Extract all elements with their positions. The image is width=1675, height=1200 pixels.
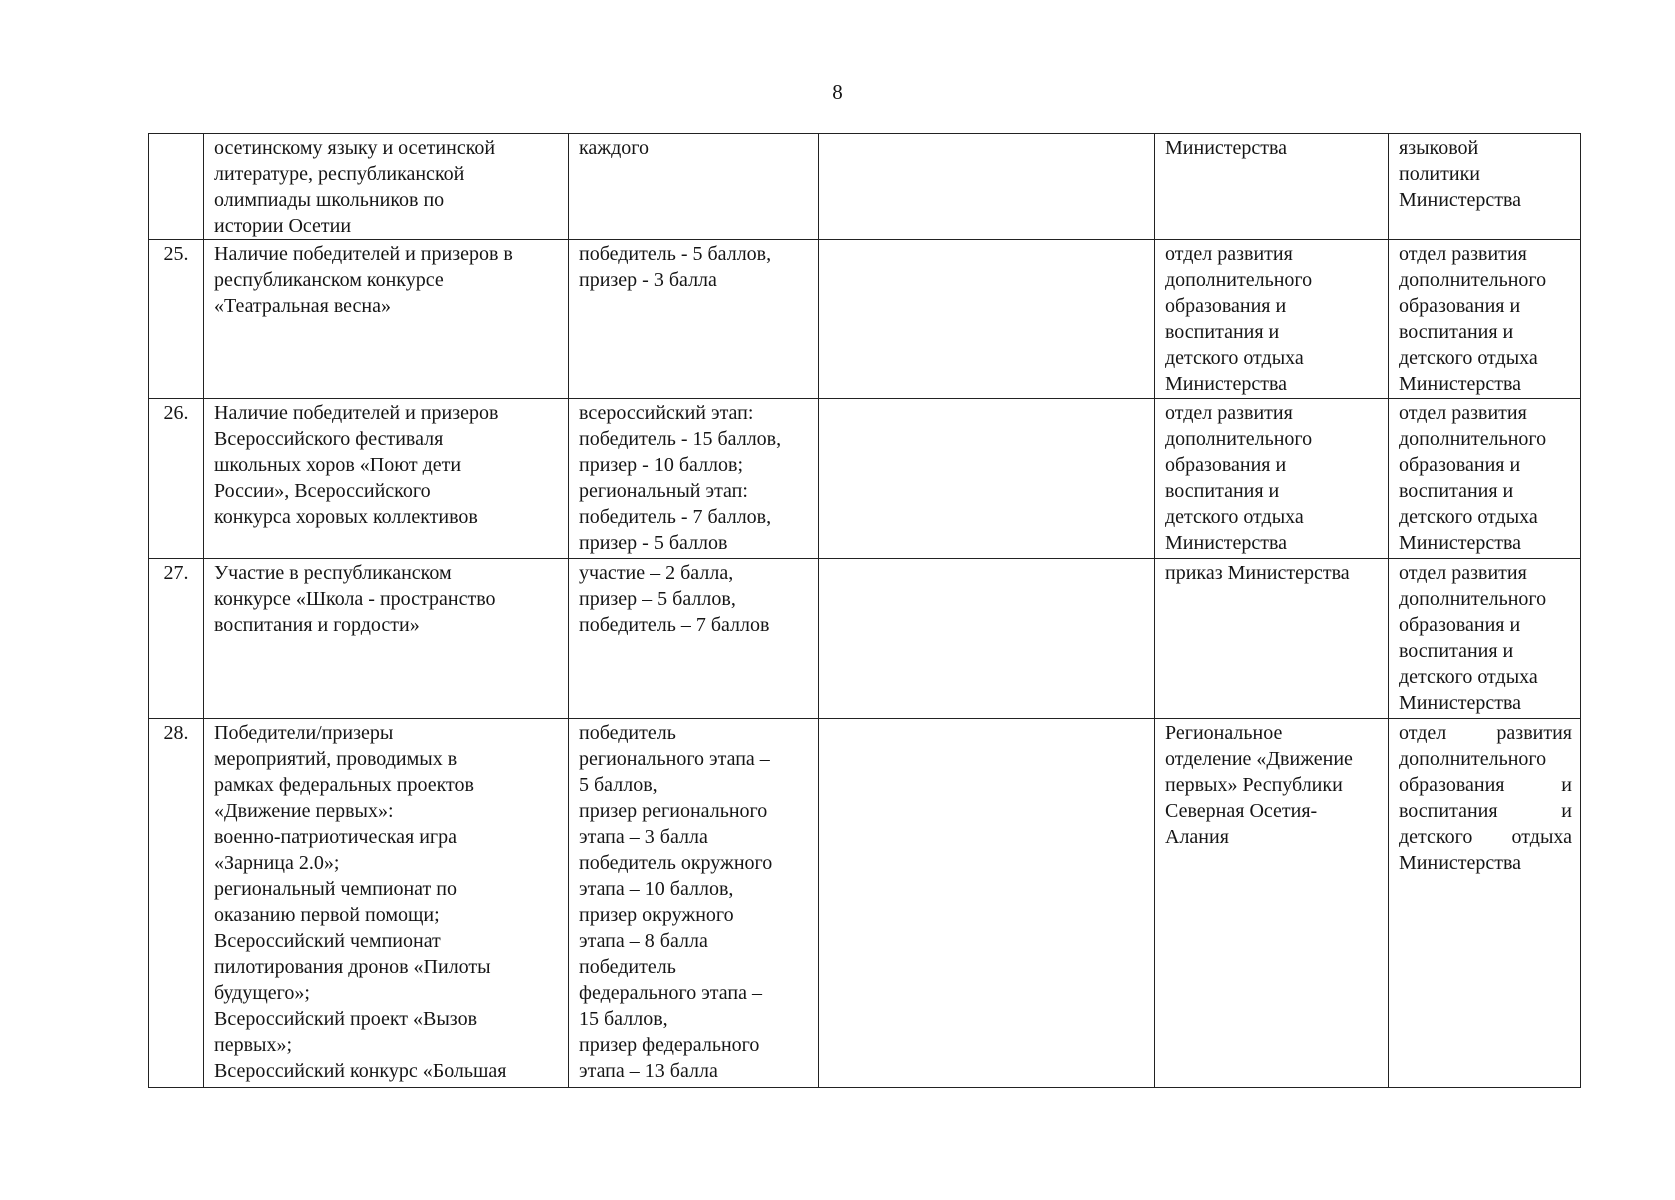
responsible-cell: отдел развития дополнительного образования и воспитания и детского отдыха Министерства bbox=[1389, 399, 1581, 559]
row-number: 25. bbox=[149, 240, 204, 399]
confirmation-cell: приказ Министерства bbox=[1155, 559, 1389, 719]
table-row bbox=[149, 134, 1581, 240]
points-cell: победитель регионального этапа – 5 баллов, призер регионального этапа – 3 балла победитель окружного этапа – 10 баллов, призер окружного этапа – 8 балла победитель федерального этапа – 15 баллов, призер федерального этапа – 13 балла bbox=[569, 719, 819, 1088]
row-number bbox=[149, 134, 204, 240]
empty-cell bbox=[819, 719, 1155, 1088]
criterion-cell: Наличие победителей и призеров в республиканском конкурсе «Театральная весна» bbox=[204, 240, 569, 399]
responsible-cell: отдел развития дополнительного образования и воспитания и детского отдыха Министерства bbox=[1389, 559, 1581, 719]
criterion-cell: Победители/призеры мероприятий, проводимых в рамках федеральных проектов «Движение первых»: военно-патриотическая игра «Зарница 2.0»; региональный чемпионат по оказанию первой помощи; Всероссийский чемпионат пилотирования дронов «Пилоты будущего»; Всероссийский проект «Вызов первых»; Всероссийский конкурс «Большая bbox=[204, 719, 569, 1088]
points-cell: участие – 2 балла, призер – 5 баллов, победитель – 7 баллов bbox=[569, 559, 819, 719]
responsible-cell: отдел развития дополнительного образования и воспитания и детского отдыха Министерства bbox=[1389, 719, 1581, 1088]
row-number: 26. bbox=[149, 399, 204, 559]
criteria-table bbox=[148, 133, 1581, 1088]
confirmation-cell: отдел развития дополнительного образования и воспитания и детского отдыха Министерства bbox=[1155, 240, 1389, 399]
criterion-cell: Наличие победителей и призеров Всероссийского фестиваля школьных хоров «Поют дети России», Всероссийского конкурса хоровых коллективов bbox=[204, 399, 569, 559]
table-row bbox=[149, 399, 1581, 559]
points-cell: всероссийский этап: победитель - 15 баллов, призер - 10 баллов; региональный этап: победитель - 7 баллов, призер - 5 баллов bbox=[569, 399, 819, 559]
confirmation-cell: отдел развития дополнительного образования и воспитания и детского отдыха Министерства bbox=[1155, 399, 1389, 559]
points-cell: победитель - 5 баллов, призер - 3 балла bbox=[569, 240, 819, 399]
criterion-cell: Участие в республиканском конкурсе «Школа - пространство воспитания и гордости» bbox=[204, 559, 569, 719]
empty-cell bbox=[819, 399, 1155, 559]
confirmation-cell: Региональное отделение «Движение первых» Республики Северная Осетия- Алания bbox=[1155, 719, 1389, 1088]
table-row bbox=[149, 559, 1581, 719]
confirmation-cell: Министерства bbox=[1155, 134, 1389, 240]
row-number: 28. bbox=[149, 719, 204, 1088]
empty-cell bbox=[819, 134, 1155, 240]
responsible-cell: языковой политики Министерства bbox=[1389, 134, 1581, 240]
table-row bbox=[149, 719, 1581, 1088]
page-number: 8 bbox=[832, 80, 843, 104]
empty-cell bbox=[819, 559, 1155, 719]
criterion-cell: осетинскому языку и осетинской литературе, республиканской олимпиады школьников по истории Осетии bbox=[204, 134, 569, 240]
row-number: 27. bbox=[149, 559, 204, 719]
points-cell: каждого bbox=[569, 134, 819, 240]
table-row bbox=[149, 240, 1581, 399]
empty-cell bbox=[819, 240, 1155, 399]
responsible-cell: отдел развития дополнительного образования и воспитания и детского отдыха Министерства bbox=[1389, 240, 1581, 399]
